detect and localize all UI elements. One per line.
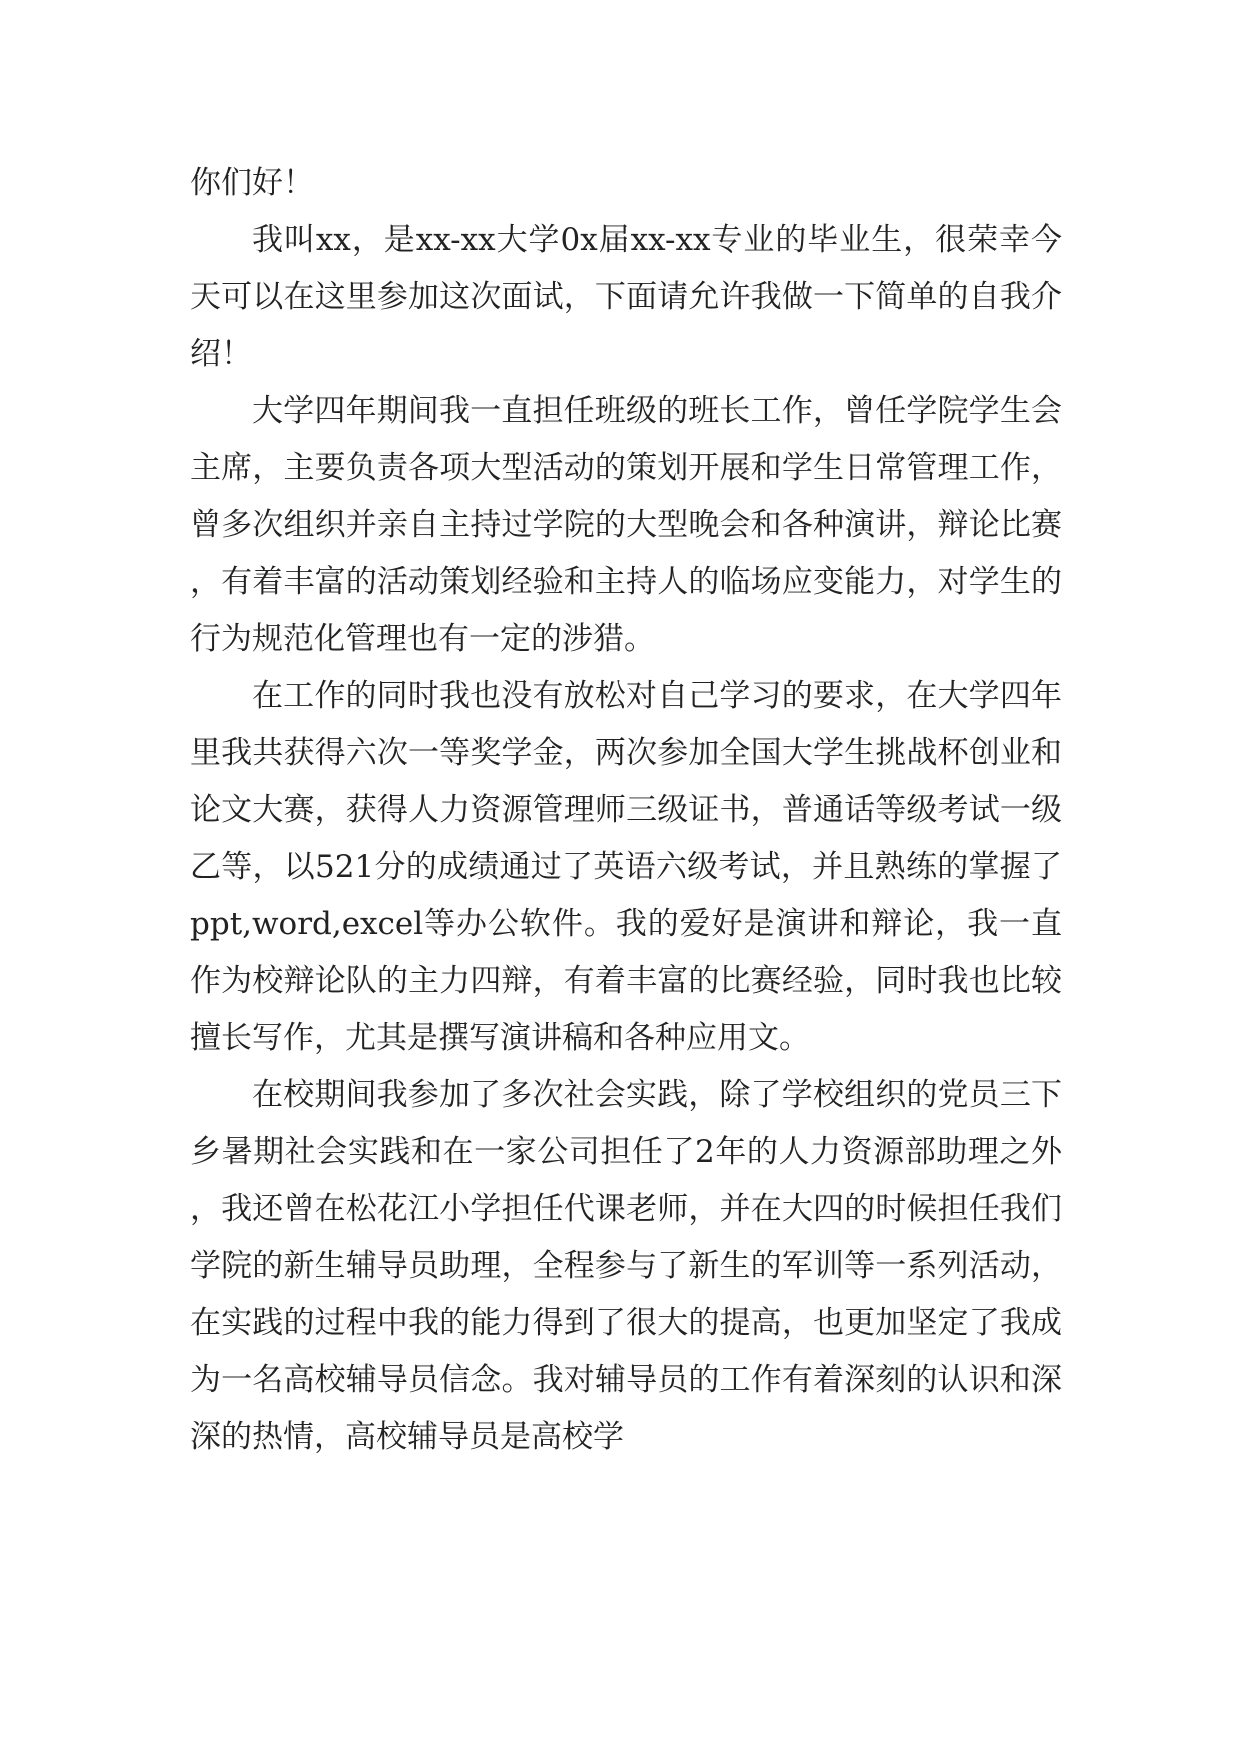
paragraph-social-practice: 在校期间我参加了多次社会实践，除了学校组织的党员三下乡暑期社会实践和在一家公司担任了2年的人力资源部助理之外，我还曾在松花江小学担任代课老师，并在大四的时候担任我们学院的新生辅导员助理，全程参与了新生的军训等一系列活动，在实践的过程中我的能力得到了很大的提高，也更加坚定了我成为一名高校辅导员信念。我对辅导员的工作有着深刻的认识和深深的热情，高校辅导员是高校学 [190,1077,1062,1455]
paragraph-intro: 我叫xx，是xx-xx大学0x届xx-xx专业的毕业生，很荣幸今天可以在这里参加这次面试，下面请允许我做一下简单的自我介绍！ [190,222,1062,372]
paragraph-academics-hobbies: 在工作的同时我也没有放松对自己学习的要求，在大学四年里我共获得六次一等奖学金，两次参加全国大学生挑战杯创业和论文大赛，获得人力资源管理师三级证书，普通话等级考试一级乙等，以521分的成绩通过了英语六级考试，并且熟练的掌握了ppt,word,excel等办公软件。我的爱好是演讲和辩论，我一直作为校辩论队的主力四辩，有着丰富的比赛经验，同时我也比较擅长写作，尤其是撰写演讲稿和各种应用文。 [190,678,1062,1056]
document-body [190,155,1062,1466]
paragraph-student-leadership: 大学四年期间我一直担任班级的班长工作，曾任学院学生会主席，主要负责各项大型活动的策划开展和学生日常管理工作，曾多次组织并亲自主持过学院的大型晚会和各种演讲，辩论比赛，有着丰富的活动策划经验和主持人的临场应变能力，对学生的行为规范化管理也有一定的涉猎。 [190,393,1062,657]
greeting-line: 你们好！ [190,165,314,201]
